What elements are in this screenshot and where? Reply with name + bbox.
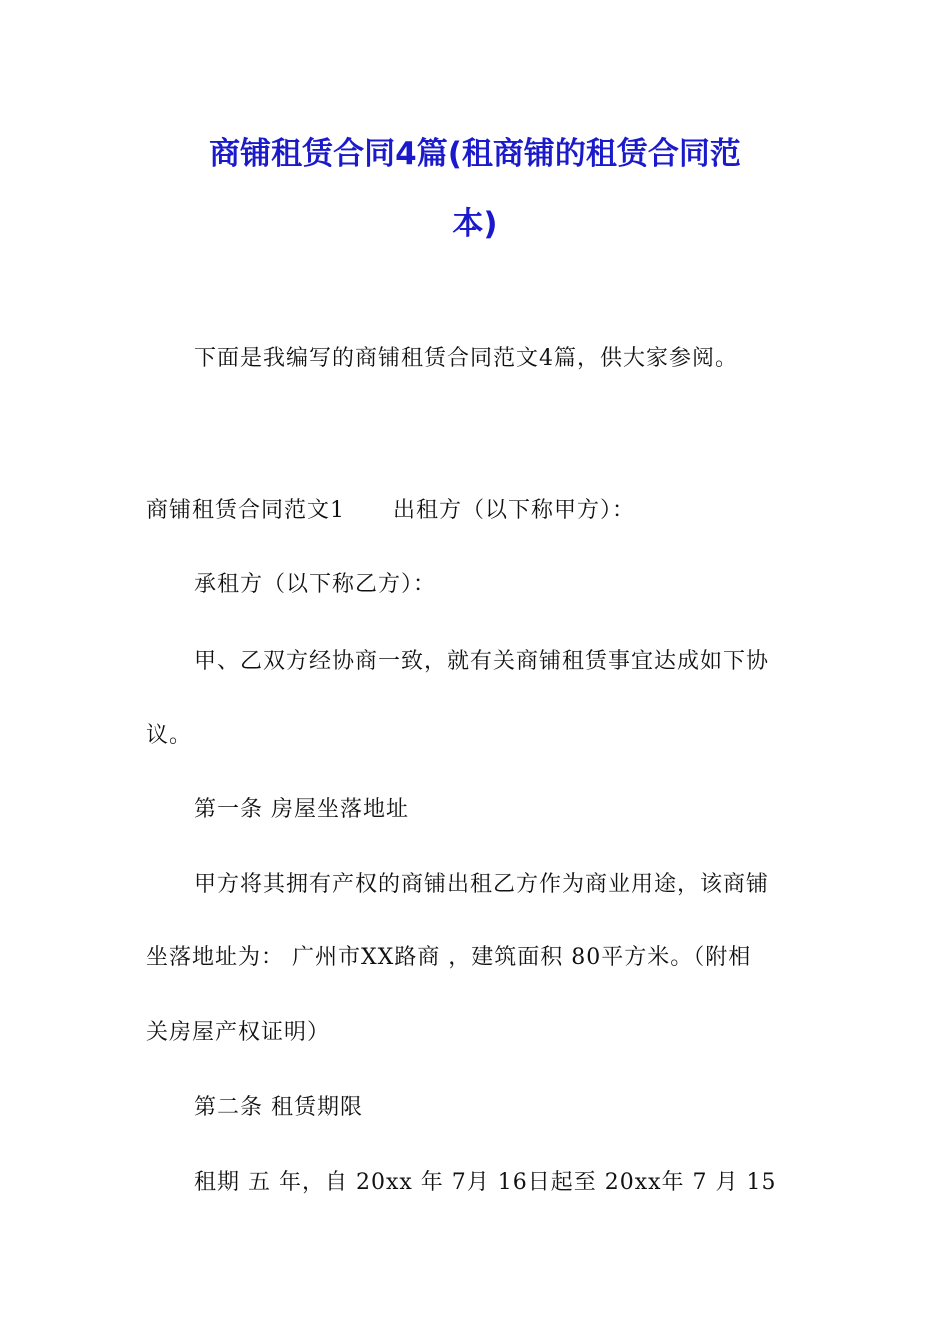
section-heading: 商铺租赁合同范文1: [146, 498, 345, 523]
lessor-label: 出租方（以下称甲方）：: [393, 498, 636, 523]
lessee-label: 承租方（以下称乙方）：: [194, 572, 437, 597]
article-1-line-1: 甲方将其拥有产权的商铺出租乙方作为商业用途，该商铺: [194, 872, 770, 897]
agreement-line-1: 甲、乙双方经协商一致，就有关商铺租赁事宜达成如下协: [194, 649, 770, 674]
agreement-line-2: 议。: [146, 723, 193, 748]
article-1-line-2: 坐落地址为： 广州市XX路商 ，建筑面积 80平方米。（附相: [146, 945, 752, 970]
article-2-heading: 第二条 租赁期限: [194, 1095, 363, 1120]
article-1-heading: 第一条 房屋坐落地址: [194, 797, 409, 822]
intro-paragraph: 下面是我编写的商铺租赁合同范文4篇，供大家参阅。: [194, 346, 738, 371]
section-line: [146, 497, 806, 525]
article-2-line-1: 租期 五 年，自 20xx 年 7月 16日起至 20xx年 7 月 15: [194, 1170, 777, 1195]
doc-title-line-2: 本): [452, 206, 498, 242]
doc-title-line-1: 商铺租赁合同4篇(租商铺的租赁合同范: [209, 136, 741, 172]
article-1-line-3: 关房屋产权证明）: [146, 1020, 331, 1045]
